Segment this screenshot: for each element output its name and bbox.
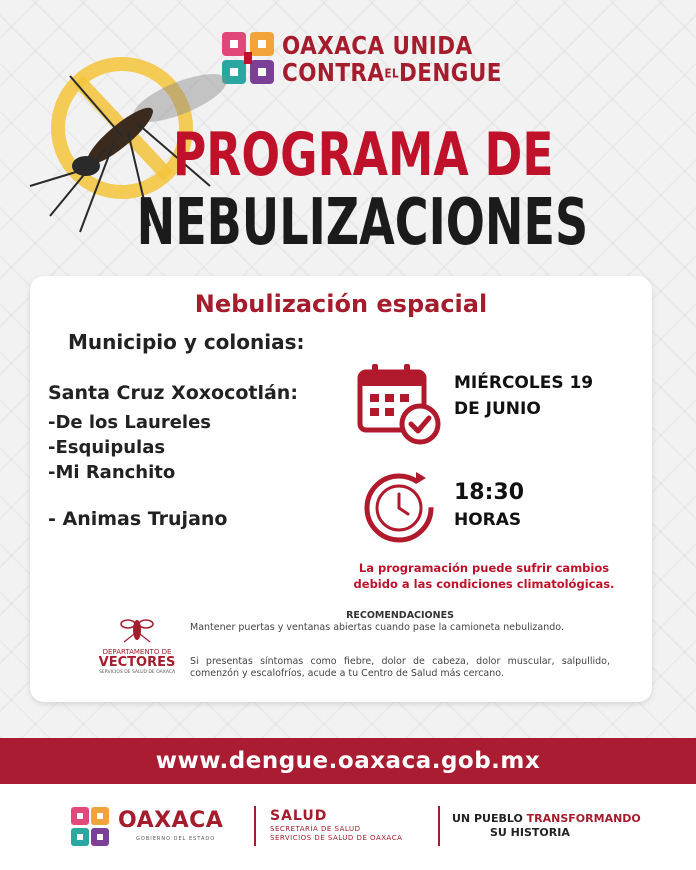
footer-oaxaca: OAXACA (118, 808, 224, 833)
list-item: -De los Laureles (48, 412, 212, 433)
campaign-title-line2: CONTRAELDENGUE (282, 58, 502, 87)
recommendations-title: RECOMENDACIONES (346, 610, 454, 621)
list-item: -Mi Ranchito (48, 462, 176, 483)
footer-gobierno: GOBIERNO DEL ESTADO (136, 836, 216, 842)
event-time: 18:30 (454, 480, 525, 505)
divider (254, 806, 256, 846)
footer-salud: SALUD (270, 808, 328, 824)
location-second: - Animas Trujano (48, 508, 228, 530)
vectores-mosquito-icon (120, 614, 154, 644)
program-title-line2: NEBULIZACIONES (136, 186, 589, 260)
weather-notice: La programación puede sufrir cambios debido a las condiciones climatológicas. (353, 561, 615, 591)
footer-secretaria: SECRETARÍA DE SALUD SERVICIOS DE SALUD DE OAXACA (270, 825, 403, 842)
card-heading: Nebulización espacial (194, 290, 488, 318)
recommendation-1: Mantener puertas y ventanas abiertas cuando pase la camioneta nebulizando. (190, 622, 564, 633)
colonias-list (48, 410, 211, 485)
divider (438, 806, 440, 846)
info-card (30, 276, 652, 702)
footer (0, 784, 696, 870)
oaxaca-logo-icon (70, 806, 110, 848)
recommendation-2: Si presentas síntomas como fiebre, dolor de cabeza, dolor muscular, salpullido, comenzón y escalofríos, acude a tu Centro de Salud más cercano. (190, 656, 610, 679)
campaign-title (282, 32, 538, 88)
program-title-line1: PROGRAMA DE (172, 120, 554, 190)
list-item: -Esquipulas (48, 437, 166, 458)
event-date: MIÉRCOLES 19 DE JUNIO (454, 373, 594, 419)
footer-slogan-line1: UN PUEBLO TRANSFORMANDO (452, 812, 641, 825)
event-time-unit: HORAS (454, 510, 522, 530)
footer-slogan-line2: SU HISTORIA (490, 826, 570, 839)
clock-icon (360, 468, 438, 546)
municipio-label: Municipio y colonias: (68, 330, 305, 354)
campaign-title-line1: OAXACA UNIDA (282, 31, 473, 60)
location-main: Santa Cruz Xoxocotlán: (48, 382, 298, 404)
website-url: www.dengue.oaxaca.gob.mx (0, 738, 696, 784)
vectores-logo: DEPARTAMENTO DE VECTORES SERVICIOS DE SALUD DE OAXACA (92, 614, 182, 684)
calendar-check-icon (356, 362, 444, 446)
